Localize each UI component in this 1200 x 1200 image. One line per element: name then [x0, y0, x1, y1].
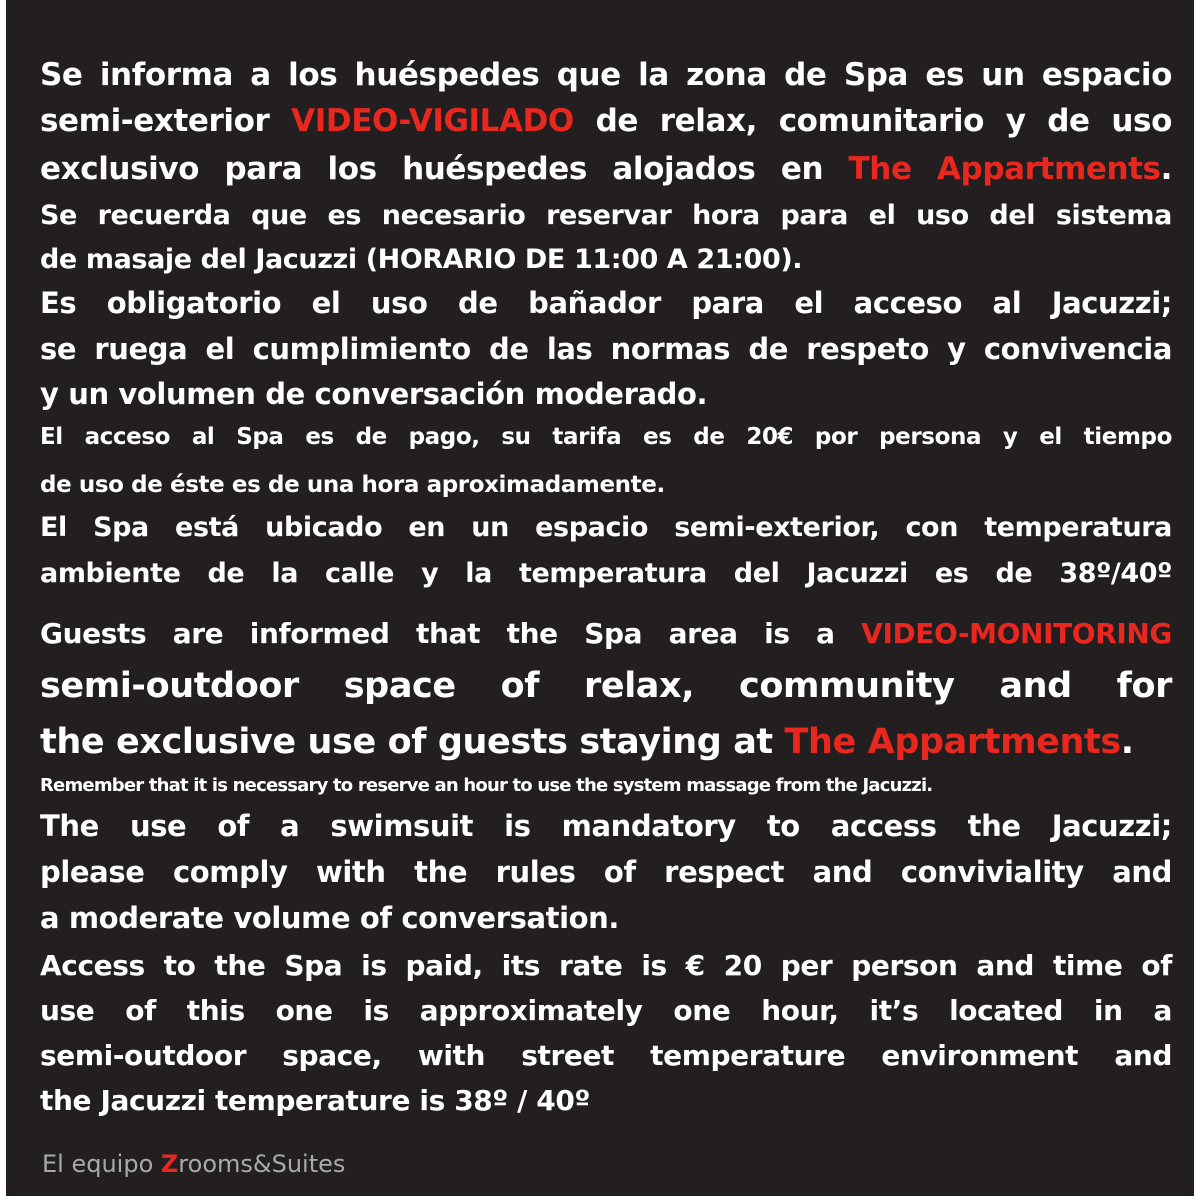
en-line-10	[40, 1040, 1172, 1072]
en-line-7-text: a moderate volume of conversation.	[40, 901, 620, 935]
en-line-4-text: Remember that it is necessary to reserve an hour to use the system massage from the Jacuzzi.	[40, 775, 933, 796]
en-line-1	[40, 618, 1172, 650]
en-line-4	[40, 776, 1172, 797]
en-line-8-text: Access to the Spa is paid, its rate is € 20 per person and time of	[40, 949, 1172, 982]
es-line-1	[40, 58, 1172, 94]
signature-prefix: El equipo	[42, 1150, 161, 1178]
es-line-4	[40, 200, 1172, 231]
en-line-6-text: please comply with the rules of respect and conviviality and	[40, 855, 1172, 889]
es-line-2-text-a: semi-exterior	[40, 103, 292, 139]
es-line-2-text-b: de relax, comunitario y de uso	[573, 103, 1173, 139]
the-appartments-highlight-en: The Appartments	[784, 722, 1121, 762]
video-vigilado-highlight: VIDEO-VIGILADO	[291, 103, 574, 139]
es-line-6-text: Es obligatorio el uso de bañador para el acceso al Jacuzzi;	[40, 286, 1172, 320]
es-line-5-text: de masaje del Jacuzzi (HORARIO DE 11:00 A 21:00).	[40, 244, 803, 275]
en-line-11-text: the Jacuzzi temperature is 38º / 40º	[40, 1084, 590, 1117]
es-line-2	[40, 104, 1172, 140]
en-line-9	[40, 995, 1172, 1027]
team-signature	[42, 1150, 345, 1178]
es-line-7	[40, 333, 1172, 366]
en-line-3-text: the exclusive use of guests staying at	[40, 722, 785, 762]
en-line-10-text: semi-outdoor space, with street temperature environment and	[40, 1039, 1172, 1072]
es-line-11	[40, 512, 1172, 543]
es-line-5	[40, 244, 1172, 275]
es-line-7-text: se ruega el cumplimiento de las normas de respeto y convivencia	[40, 332, 1172, 366]
es-line-9-text: El acceso al Spa es de pago, su tarifa es de 20€ por persona y el tiempo	[40, 424, 1172, 450]
en-line-3-period: .	[1120, 722, 1134, 762]
brand-name-rest: rooms&Suites	[178, 1150, 346, 1178]
es-line-3-period: .	[1160, 151, 1172, 187]
en-line-11	[40, 1085, 1172, 1117]
es-line-12	[40, 558, 1172, 589]
es-line-3	[40, 152, 1172, 188]
en-line-3	[40, 722, 1172, 762]
notice-panel	[6, 0, 1194, 1196]
es-line-8	[40, 378, 1172, 411]
es-line-11-text: El Spa está ubicado en un espacio semi-exterior, con temperatura	[40, 512, 1172, 543]
brand-z-letter: Z	[160, 1150, 179, 1178]
the-appartments-highlight-es: The Appartments	[848, 151, 1161, 187]
en-line-5	[40, 810, 1172, 843]
en-line-2	[40, 666, 1172, 706]
es-line-3-text: exclusivo para los huéspedes alojados en	[40, 151, 849, 187]
en-line-8	[40, 950, 1172, 982]
es-line-4-text: Se recuerda que es necesario reservar hora para el uso del sistema	[40, 200, 1172, 231]
es-line-8-text: y un volumen de conversación moderado.	[40, 377, 708, 411]
es-line-1-text: Se informa a los huéspedes que la zona de Spa es un espacio	[40, 57, 1172, 93]
es-line-9	[40, 424, 1172, 450]
en-line-1-text: Guests are informed that the Spa area is a	[40, 617, 862, 650]
en-line-5-text: The use of a swimsuit is mandatory to access the Jacuzzi;	[40, 809, 1172, 843]
en-line-7	[40, 902, 1172, 935]
en-line-2-text: semi-outdoor space of relax, community and for	[40, 666, 1172, 706]
es-line-10	[40, 472, 1172, 498]
es-line-10-text: de uso de éste es de una hora aproximadamente.	[40, 472, 665, 498]
es-line-12-text: ambiente de la calle y la temperatura del Jacuzzi es de 38º/40º	[40, 558, 1172, 589]
en-line-6	[40, 856, 1172, 889]
en-line-9-text: use of this one is approximately one hour, it’s located in a	[40, 994, 1172, 1027]
video-monitoring-highlight: VIDEO-MONITORING	[861, 617, 1172, 650]
es-line-6	[40, 287, 1172, 320]
